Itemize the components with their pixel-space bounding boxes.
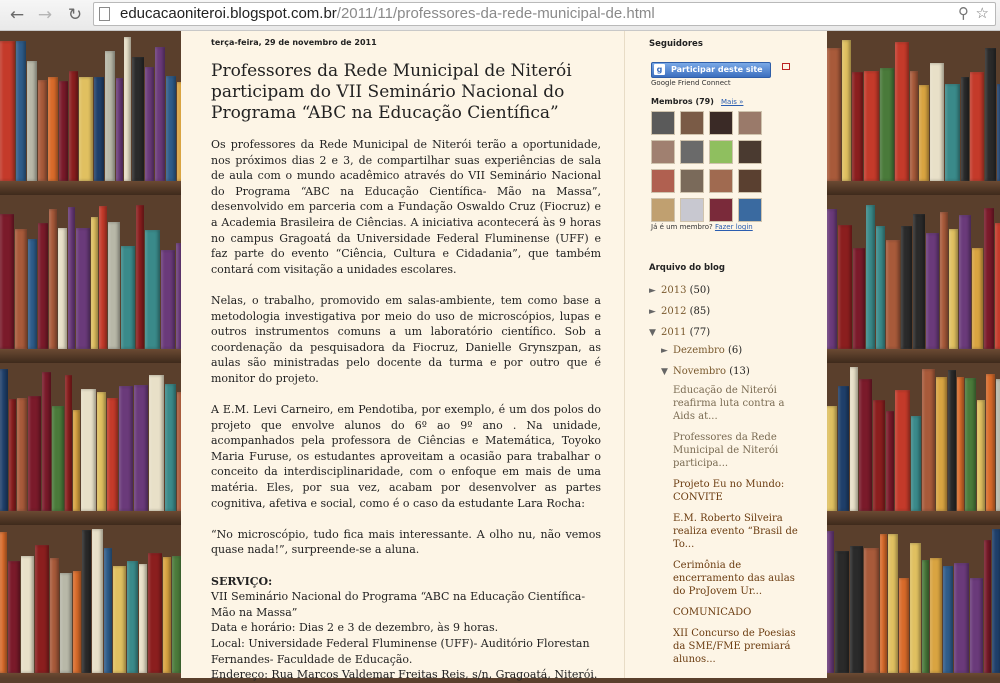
member-avatar[interactable]: [680, 169, 704, 193]
book-spine: [930, 558, 942, 673]
column-divider: [624, 31, 625, 678]
blog-content: [181, 31, 827, 682]
service-line: VII Seminário Nacional do Programa “ABC na Educação Científica- Mão na Massa”: [211, 590, 586, 619]
book-spine: [986, 374, 995, 511]
archive-post-link[interactable]: Professores da Rede Municipal de Niterói participa...: [673, 432, 779, 469]
book-spine: [161, 250, 175, 349]
book-spine: [81, 389, 96, 511]
member-avatar[interactable]: [709, 111, 733, 135]
book-spine: [827, 209, 837, 349]
member-avatar[interactable]: [651, 140, 675, 164]
member-avatar[interactable]: [651, 111, 675, 135]
member-avatars: [651, 111, 771, 222]
book-spine: [961, 77, 969, 181]
post-paragraph: Os professores da Rede Municipal de Niterói terão a oportunidade, nos próximos dias 2 e 3, de compartilhar suas experiências de sala de aula com o mundo acadêmico através do VII Seminário Nacional do Programa “ABC na Educação Científica- Mão na Massa”, desenvolvido em parceria com a Fundação Oswaldo Cruz (Fiocruz) e a Academia Brasileira de Ciências. A iniciativa acontecerá às 9 horas no campus Gragoatá da Universidade Federal Fluminense (UFF) e faz parte do evento “Ciência, Cultura e Cidadania”, que também contará com visitação a unidades escolares.: [211, 138, 601, 276]
login-link[interactable]: Fazer login: [714, 223, 753, 231]
book-spine: [148, 553, 162, 673]
url-path: /2011/11/professores-da-rede-municipal-de.html: [336, 5, 655, 22]
book-spine: [853, 248, 865, 349]
expand-triangle-icon[interactable]: ►: [649, 286, 656, 296]
book-spine: [136, 205, 144, 349]
book-spine: [94, 77, 104, 181]
book-spine: [852, 72, 863, 181]
book-spine: [121, 246, 135, 349]
shelf-row: [0, 199, 181, 349]
book-spine: [9, 399, 16, 511]
book-spine: [859, 379, 872, 511]
archive-post-link[interactable]: Cerimônia de encerramento das aulas do ProJovem Ur...: [673, 560, 795, 597]
book-spine: [0, 369, 8, 511]
book-spine: [91, 217, 98, 349]
shelf-row: [827, 199, 1000, 349]
page-icon: [99, 7, 110, 21]
book-spine: [52, 406, 64, 511]
book-spine: [919, 85, 929, 181]
post-paragraph: Nelas, o trabalho, promovido em salas-ambiente, tem como base a metodologia investigativa por meio do uso de microscópios, lupas e outros instrumentos comuns a um laboratório científico. Sob a coordenação da pesquisadora da Fiocruz, Danielle Grynszpan, as aulas são ministradas pelo docente da turma e por outro que é monitor do projeto.: [211, 293, 601, 385]
book-spine: [49, 209, 57, 349]
book-spine: [842, 40, 851, 181]
bookshelf-background-right: [827, 31, 1000, 678]
book-spine: [107, 398, 118, 511]
book-spine: [108, 222, 120, 349]
member-avatar[interactable]: [651, 169, 675, 193]
book-spine: [864, 71, 879, 181]
book-spine: [73, 410, 80, 511]
book-spine: [910, 543, 921, 673]
book-spine: [954, 563, 969, 673]
book-spine: [155, 47, 165, 181]
book-spine: [940, 212, 948, 349]
archive-heading: Arquivo do blog: [649, 263, 725, 273]
book-spine: [58, 228, 67, 349]
book-spine: [936, 377, 947, 511]
post-paragraph: A E.M. Levi Carneiro, em Pendotiba, por exemplo, é um dos polos do projeto que envolve alunos do 6º ao 9º ano . Na unidade, acompanhados pela professora de Ciências e Matemática, Toyoko Maria Furuse, os estudantes aproveitam a ocasião para trabalhar o conceito da interdisciplinaridade, com o enfoque em mais de uma matéria. Eles, por sua vez, acabam por desenvolver as partes cognitiva, afetiva e social, como é o caso da estudante Lara Rocha:: [211, 403, 601, 510]
book-spine: [850, 546, 863, 673]
book-spine: [995, 223, 1000, 349]
book-spine: [886, 411, 894, 511]
book-spine: [38, 223, 48, 349]
book-spine: [79, 77, 93, 181]
book-spine: [65, 375, 72, 511]
address-bar[interactable]: [93, 2, 996, 26]
book-spine: [124, 37, 131, 181]
book-spine: [838, 225, 852, 349]
book-spine: [172, 556, 181, 673]
shelf-board: [0, 673, 181, 678]
bookmark-star-icon[interactable]: ☆: [975, 4, 989, 22]
url-domain: educacaoniteroi.blogspot.com.br: [120, 5, 337, 22]
expand-triangle-icon[interactable]: ►: [649, 307, 656, 317]
book-spine: [913, 214, 925, 349]
book-spine: [880, 68, 894, 181]
book-spine: [0, 41, 15, 181]
book-spine: [984, 540, 991, 673]
book-spine: [910, 71, 918, 181]
member-avatar[interactable]: [680, 198, 704, 222]
shelf-row: [0, 361, 181, 511]
book-spine: [116, 78, 123, 181]
member-avatar[interactable]: [738, 140, 762, 164]
book-spine: [957, 377, 964, 511]
book-spine: [959, 215, 971, 349]
collapse-triangle-icon[interactable]: ▼: [649, 328, 656, 338]
shelf-row: [0, 31, 181, 181]
book-spine: [132, 57, 144, 181]
service-heading: SERVIÇO:: [211, 574, 273, 588]
book-spine: [838, 386, 849, 511]
book-spine: [873, 400, 885, 511]
join-site-button[interactable]: g Participar deste site: [651, 62, 771, 78]
shelf-row: [0, 523, 181, 673]
book-spine: [977, 400, 985, 511]
member-avatar[interactable]: [709, 169, 733, 193]
book-spine: [104, 548, 112, 673]
book-spine: [866, 205, 875, 349]
member-avatar[interactable]: [680, 140, 704, 164]
book-spine: [949, 229, 958, 349]
book-spine: [996, 379, 1000, 511]
book-spine: [68, 207, 75, 349]
archive-year-2011[interactable]: ▼ 2011 (77): [649, 327, 711, 338]
book-spine: [165, 384, 176, 511]
gfc-label: Google Friend Connect: [651, 79, 731, 87]
book-spine: [922, 369, 935, 511]
book-spine: [850, 367, 858, 511]
book-spine: [899, 578, 909, 673]
service-line: Data e horário: Dias 2 e 3 de dezembro, às 9 horas.: [211, 621, 499, 635]
book-spine: [149, 375, 164, 511]
members-count: Membros (79): [651, 97, 714, 106]
book-spine: [970, 72, 984, 181]
book-spine: [92, 529, 103, 673]
book-spine: [163, 557, 171, 673]
archive-month-novembro[interactable]: ▼ Novembro (13): [661, 366, 750, 377]
book-spine: [16, 41, 26, 181]
book-spine: [15, 229, 27, 349]
book-spine: [911, 416, 921, 511]
book-spine: [127, 561, 138, 673]
book-spine: [0, 214, 14, 349]
shelf-row: [827, 31, 1000, 181]
book-spine: [972, 248, 983, 349]
members-more-link[interactable]: Mais »: [721, 98, 744, 106]
archive-post-link[interactable]: Educação de Niterói reafirma luta contra a Aids at...: [673, 385, 785, 422]
popout-icon[interactable]: [782, 63, 790, 70]
book-spine: [38, 80, 47, 181]
book-spine: [145, 230, 160, 349]
book-spine: [145, 67, 154, 181]
book-spine: [59, 81, 68, 181]
book-spine: [985, 48, 996, 181]
followers-heading: Seguidores: [649, 39, 703, 49]
member-avatar[interactable]: [651, 198, 675, 222]
browser-toolbar: [0, 0, 1000, 31]
back-arrow-icon[interactable]: ←: [9, 5, 25, 25]
book-spine: [888, 534, 898, 673]
book-spine: [926, 233, 939, 349]
book-spine: [895, 390, 910, 511]
book-spine: [930, 63, 944, 181]
book-spine: [876, 226, 885, 349]
bookshelf-background-left: [0, 31, 181, 678]
archive-month-dezembro[interactable]: ► Dezembro (6): [661, 345, 743, 356]
book-spine: [76, 228, 90, 349]
book-spine: [119, 386, 133, 511]
book-spine: [901, 226, 912, 349]
book-spine: [945, 84, 960, 181]
archive-post-link[interactable]: Projeto Eu no Mundo: CONVITE: [673, 479, 785, 503]
book-spine: [28, 396, 41, 511]
service-line: Endereço: Rua Marcos Valdemar Freitas Reis, s/n, Gragoatá, Niterói.: [211, 668, 598, 682]
book-spine: [965, 378, 976, 511]
book-spine: [50, 558, 59, 673]
book-spine: [8, 561, 20, 673]
post-body: [211, 137, 601, 683]
book-spine: [970, 578, 983, 673]
book-spine: [886, 240, 900, 349]
book-spine: [105, 51, 115, 181]
book-spine: [42, 372, 51, 511]
book-spine: [28, 239, 37, 349]
url-text[interactable]: [120, 5, 655, 23]
post-date: terça-feira, 29 de novembro de 2011: [211, 38, 377, 47]
archive-post-link[interactable]: XII Concurso de Poesias da SME/FME premiará alunos...: [673, 628, 796, 665]
book-spine: [0, 532, 7, 673]
service-line: Local: Universidade Federal Fluminense (UFF)- Auditório Florestan Fernandes- Faculdade de Educação.: [211, 637, 590, 666]
google-icon: g: [654, 64, 665, 75]
book-spine: [48, 77, 58, 181]
book-spine: [60, 573, 72, 673]
book-spine: [827, 48, 841, 181]
shelf-row: [827, 361, 1000, 511]
book-spine: [113, 566, 126, 673]
post-paragraph: “No microscópio, tudo fica mais interessante. A olho nu, não vemos quase nada!”, surpreende-se a aluna.: [211, 527, 601, 557]
zoom-icon[interactable]: ⚲: [958, 4, 969, 22]
archive-post-link[interactable]: COMUNICADO: [673, 607, 752, 618]
shelf-board: [827, 181, 1000, 195]
book-spine: [827, 406, 837, 511]
member-question: Já é um membro? Fazer login: [651, 223, 753, 231]
book-spine: [27, 61, 37, 181]
post-title[interactable]: Professores da Rede Municipal de Niterói participam do VII Seminário Nacional do Programa “ABC na Educação Científica”: [211, 61, 572, 123]
book-spine: [73, 571, 81, 673]
collapse-triangle-icon[interactable]: ▼: [661, 367, 668, 377]
book-spine: [943, 566, 953, 673]
expand-triangle-icon[interactable]: ►: [661, 346, 668, 356]
book-spine: [827, 531, 834, 673]
book-spine: [35, 545, 49, 673]
member-avatar[interactable]: [680, 111, 704, 135]
book-spine: [21, 556, 34, 673]
book-spine: [948, 370, 956, 511]
book-spine: [69, 71, 78, 181]
member-avatar[interactable]: [709, 198, 733, 222]
book-spine: [17, 398, 27, 511]
book-spine: [139, 564, 147, 673]
book-spine: [984, 208, 994, 349]
shelf-board: [0, 181, 181, 195]
archive-year-2013[interactable]: ► 2013 (50): [649, 285, 711, 296]
member-avatar[interactable]: [738, 169, 762, 193]
archive-post-link[interactable]: E.M. Roberto Silveira realiza evento “Brasil de To...: [673, 513, 798, 550]
book-spine: [82, 530, 91, 673]
shelf-row: [827, 523, 1000, 673]
book-spine: [922, 560, 929, 673]
book-spine: [895, 42, 909, 181]
book-spine: [880, 534, 887, 673]
book-spine: [97, 392, 106, 511]
book-spine: [992, 529, 1000, 673]
archive-year-2012[interactable]: ► 2012 (85): [649, 306, 711, 317]
forward-arrow-icon[interactable]: →: [37, 5, 53, 25]
book-spine: [864, 548, 879, 673]
reload-icon[interactable]: ↻: [67, 5, 83, 25]
member-avatar[interactable]: [738, 198, 762, 222]
shelf-board: [827, 673, 1000, 678]
book-spine: [835, 551, 849, 673]
book-spine: [166, 76, 176, 181]
member-avatar[interactable]: [709, 140, 733, 164]
member-avatar[interactable]: [738, 111, 762, 135]
book-spine: [134, 385, 148, 511]
book-spine: [99, 206, 107, 349]
